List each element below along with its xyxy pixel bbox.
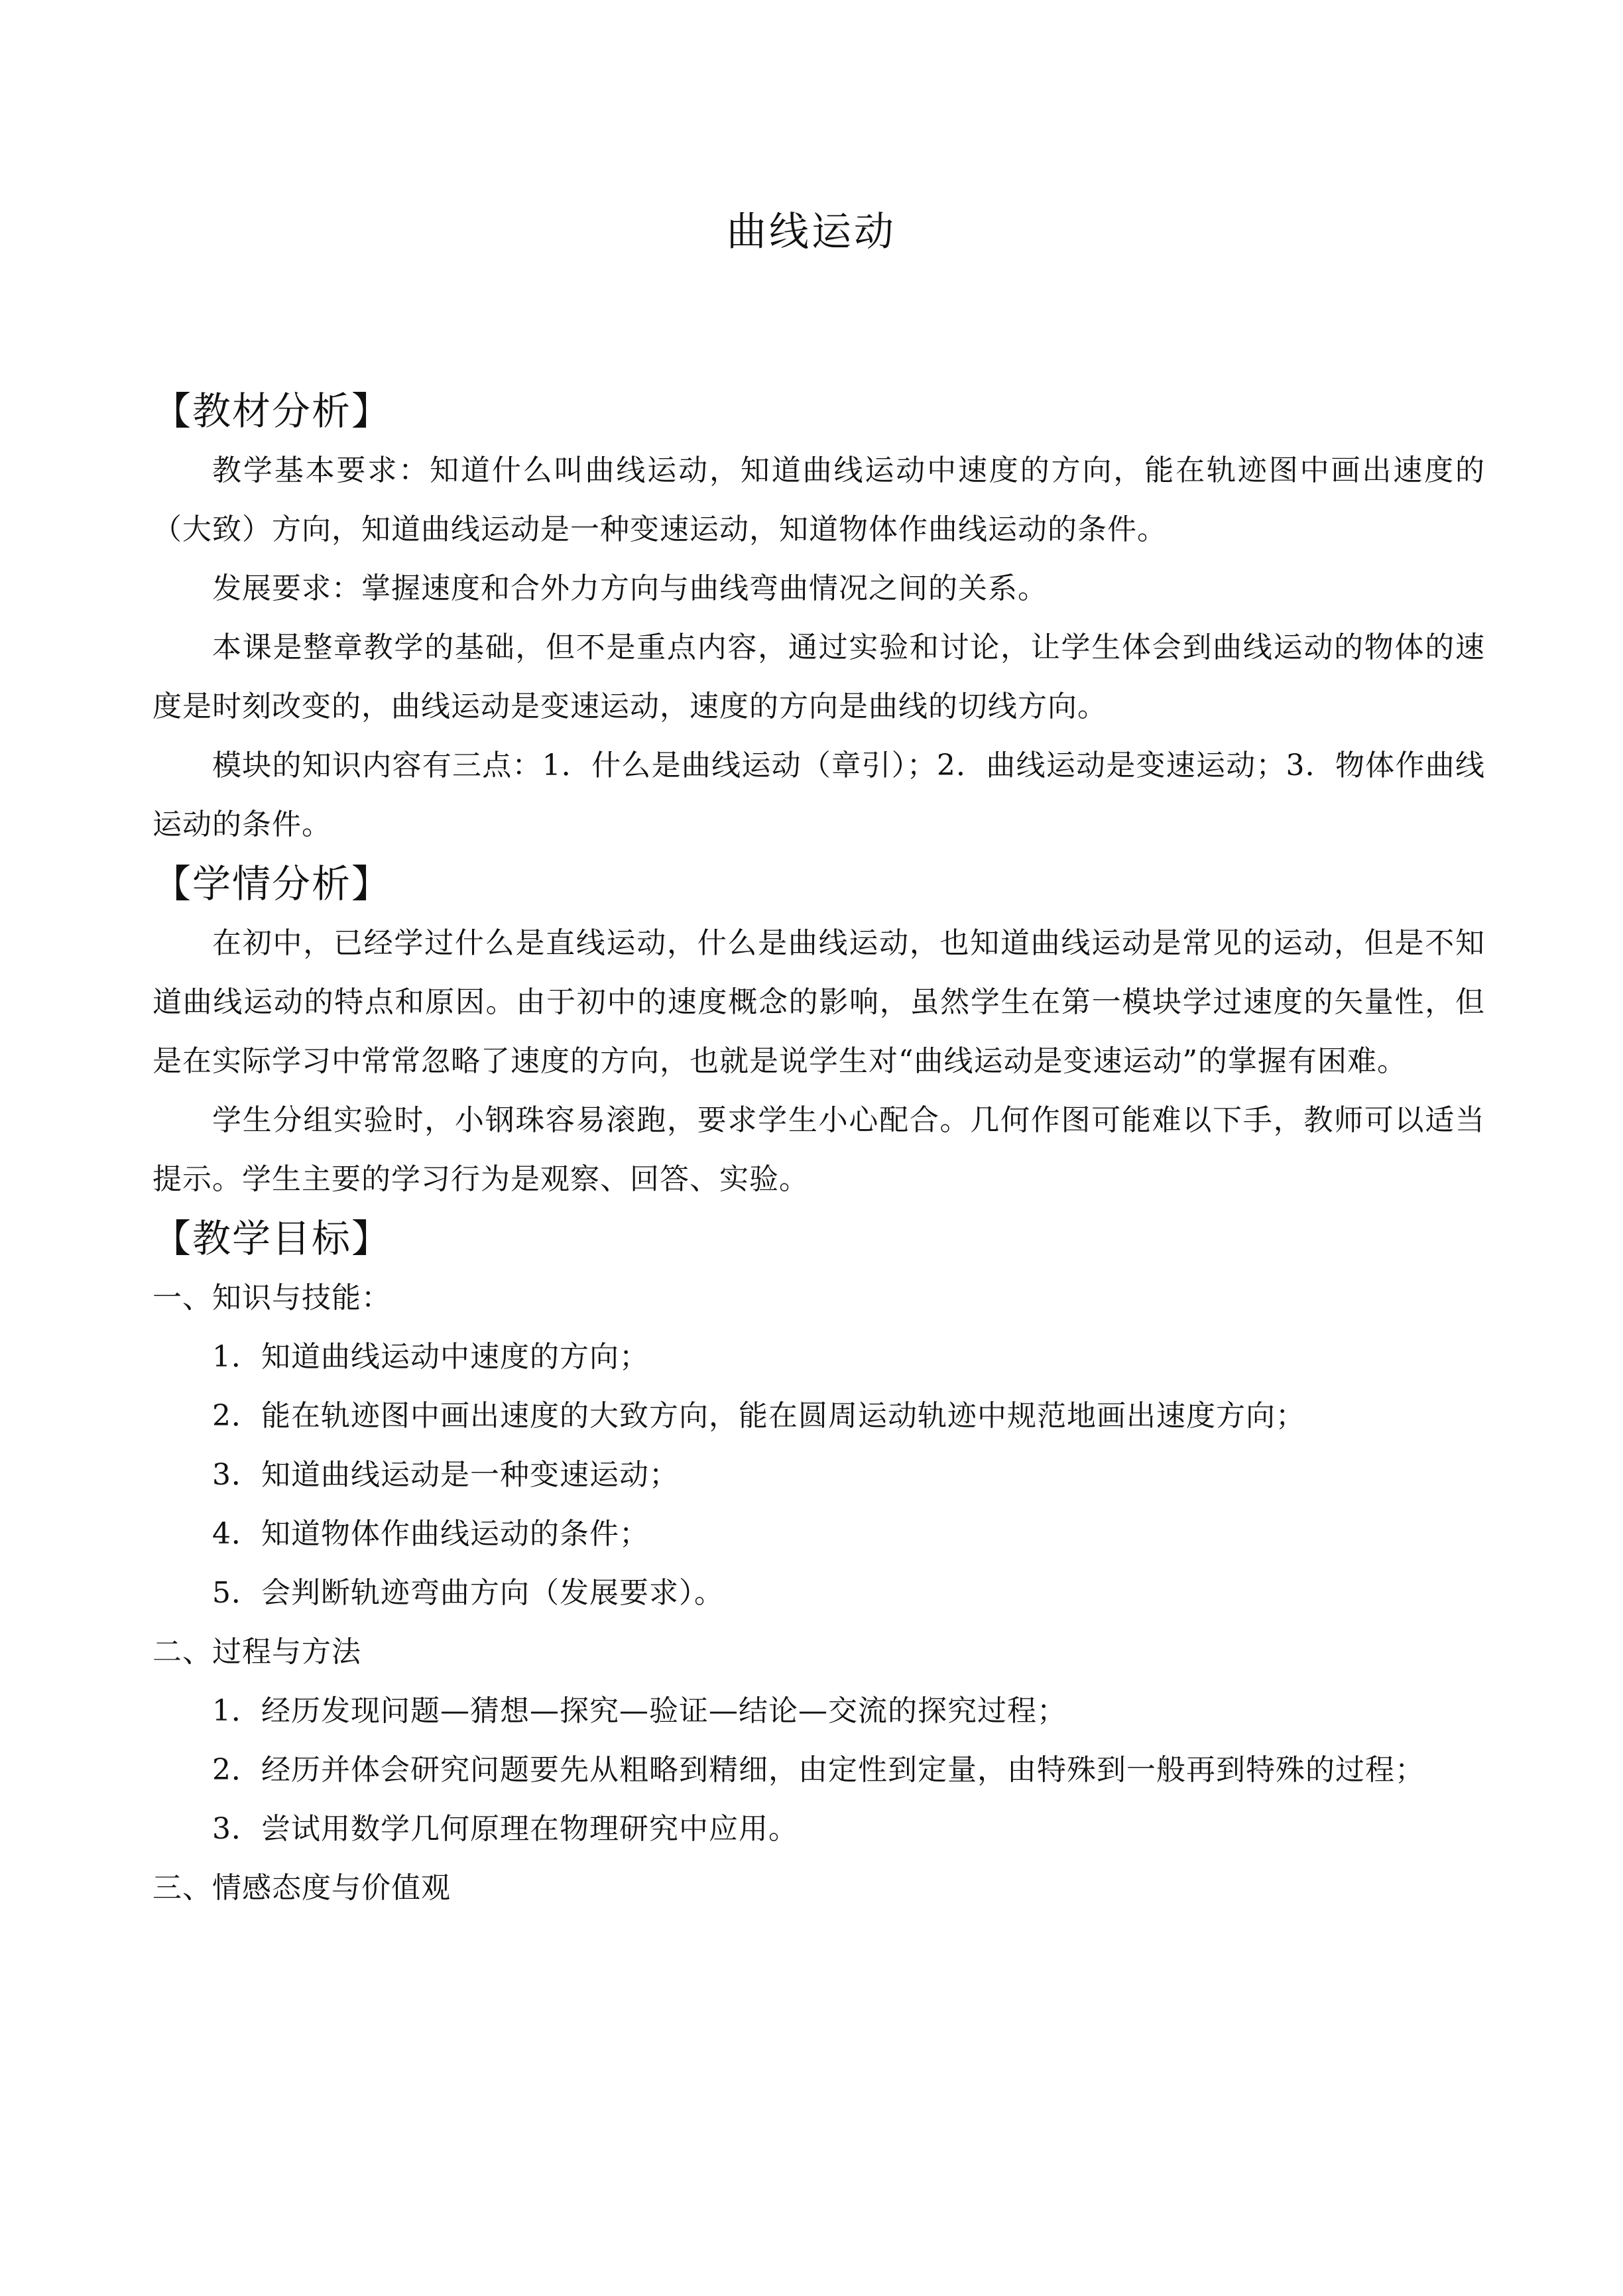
page-title: 曲线运动 [727, 209, 896, 255]
paragraph: 本课是整章教学的基础，但不是重点内容，通过实验和讨论，让学生体会到曲线运动的物体的速度是时刻改变的，曲线运动是变速运动，速度的方向是曲线的切线方向。 [152, 631, 1485, 723]
document-body [152, 381, 1485, 1917]
list-item: 1．经历发现问题—猜想—探究—验证—结论—交流的探究过程； [212, 1694, 1067, 1728]
list-item: 4．知道物体作曲线运动的条件； [212, 1517, 649, 1551]
list-item: 2．经历并体会研究问题要先从粗略到精细，由定性到定量，由特殊到一般再到特殊的过程； [212, 1753, 1425, 1787]
list-item: 3．尝试用数学几何原理在物理研究中应用。 [212, 1812, 798, 1846]
subsection-label-emotion: 三、情感态度与价值观 [152, 1871, 451, 1905]
paragraph: 模块的知识内容有三点：1．什么是曲线运动（章引）；2．曲线运动是变速运动；3．物体作曲线运动的条件。 [152, 749, 1485, 841]
list-item: 3．知道曲线运动是一种变速运动； [212, 1458, 679, 1492]
subsection-label-knowledge: 一、知识与技能： [152, 1281, 391, 1315]
paragraph: 发展要求：掌握速度和合外力方向与曲线弯曲情况之间的关系。 [212, 572, 1048, 605]
section-heading-students: 【学情分析】 [152, 861, 392, 906]
section-heading-material: 【教材分析】 [152, 389, 392, 434]
list-item: 1．知道曲线运动中速度的方向； [212, 1340, 649, 1374]
list-item: 2．能在轨迹图中画出速度的大致方向，能在圆周运动轨迹中规范地画出速度方向； [212, 1399, 1305, 1433]
paragraph: 在初中，已经学过什么是直线运动，什么是曲线运动，也知道曲线运动是常见的运动，但是不知道曲线运动的特点和原因。由于初中的速度概念的影响，虽然学生在第一模块学过速度的矢量性，但是在实际学习中常常忽略了速度的方向，也就是说学生对“曲线运动是变速运动”的掌握有困难。 [152, 926, 1485, 1078]
subsection-label-process: 二、过程与方法 [152, 1635, 361, 1669]
section-heading-objectives: 【教学目标】 [152, 1216, 392, 1261]
list-item: 5．会判断轨迹弯曲方向（发展要求）。 [212, 1576, 724, 1610]
paragraph: 教学基本要求：知道什么叫曲线运动，知道曲线运动中速度的方向，能在轨迹图中画出速度的（大致）方向，知道曲线运动是一种变速运动，知道物体作曲线运动的条件。 [152, 453, 1485, 546]
paragraph: 学生分组实验时，小钢珠容易滚跑，要求学生小心配合。几何作图可能难以下手，教师可以适当提示。学生主要的学习行为是观察、回答、实验。 [152, 1103, 1485, 1196]
